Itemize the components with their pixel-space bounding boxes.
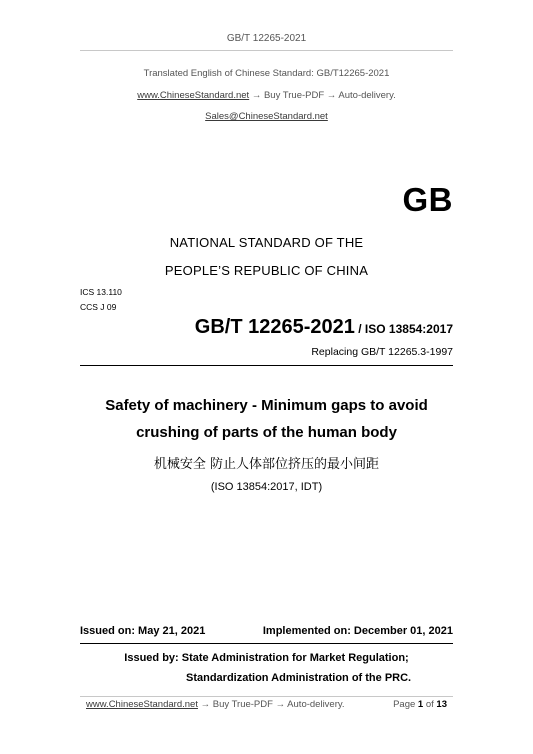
footer-divider: [80, 696, 453, 697]
translation-notice: Translated English of Chinese Standard: GB/T12265-2021: [143, 68, 390, 79]
gb-number: GB/T 12265-2021: [194, 316, 355, 338]
iso-reference: (ISO 13854:2017, IDT): [210, 481, 323, 493]
page-of: of: [425, 699, 434, 710]
national-standard-line2: PEOPLE’S REPUBLIC OF CHINA: [164, 263, 369, 278]
email-link[interactable]: Sales@ChineseStandard.net: [205, 111, 328, 122]
issued-on-date: Issued on: May 21, 2021: [80, 625, 206, 637]
footer-purchase-line: [86, 699, 345, 710]
page-current: 1: [417, 699, 424, 710]
email-line: [0, 111, 533, 122]
site-link[interactable]: www.ChineseStandard.net: [137, 90, 250, 101]
document-title-line2: crushing of parts of the human body: [136, 424, 397, 441]
title-divider: [80, 365, 453, 366]
document-title-line1: Safety of machinery - Minimum gaps to avoid: [105, 397, 428, 414]
replacing-note: Replacing GB/T 12265.3-1997: [311, 346, 453, 358]
document-title-chinese: 机械安全 防止人体部位挤压的最小间距: [153, 457, 380, 472]
footer-site-link[interactable]: www.ChineseStandard.net: [86, 699, 198, 710]
ics-code: ICS 13.110: [80, 287, 122, 297]
purchase-line: [0, 90, 533, 101]
standard-number: [195, 316, 453, 339]
page-total: 13: [436, 699, 447, 710]
national-standard-line1: NATIONAL STANDARD OF THE: [169, 235, 364, 250]
issued-by-line1: Issued by: State Administration for Market Regulation;: [124, 652, 409, 664]
page-indicator: [393, 699, 447, 710]
gb-mark: GB: [402, 181, 453, 218]
ccs-code: CCS J 09: [80, 302, 117, 312]
dates-divider: [80, 643, 453, 644]
footer-purchase-text: → Buy True-PDF → Auto-delivery.: [197, 699, 345, 710]
issued-by-line2: Standardization Administration of the PRC.: [186, 672, 412, 684]
page-label: Page: [393, 699, 416, 710]
iso-number: ISO 13854:2017: [364, 322, 453, 336]
header-divider: [80, 50, 453, 51]
running-header: GB/T 12265-2021: [226, 33, 307, 44]
implemented-on-date: Implemented on: December 01, 2021: [262, 625, 453, 637]
iso-separator: /: [354, 322, 365, 336]
purchase-text: → Buy True-PDF → Auto-delivery.: [249, 90, 396, 101]
